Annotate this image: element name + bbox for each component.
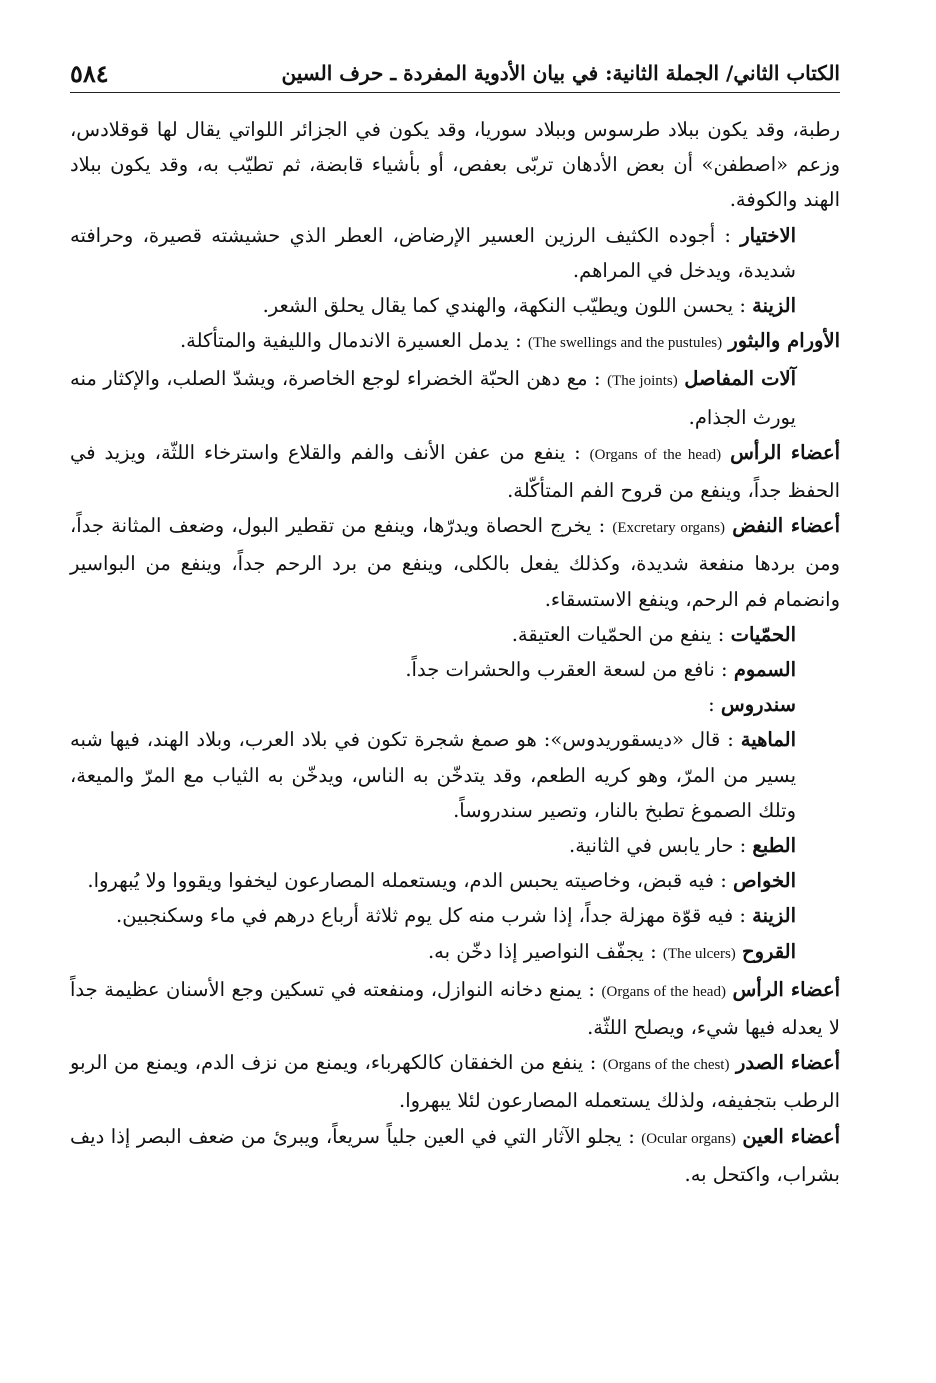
- paragraph-term: القروح: [742, 939, 796, 963]
- paragraph: [70, 898, 840, 933]
- paragraph-text: : ينفع من الحمّيات العتيقة.: [511, 622, 725, 646]
- running-header: [70, 58, 840, 88]
- paragraph-term: الماهية: [740, 728, 796, 752]
- paragraph-term: الزينة: [752, 904, 796, 928]
- paragraph-text: : مع دهن الحبّة الخضراء لوجع الخاصرة، ويشدّ الصلب، والإكثار منه يورث الجذام.: [70, 367, 796, 429]
- paragraph: [70, 934, 840, 972]
- english-gloss: (The swellings and the pustules): [527, 335, 723, 352]
- english-gloss: (Organs of the head): [589, 446, 722, 463]
- paragraph-term: سندروس: [720, 693, 796, 717]
- english-gloss: (Excretary organs): [612, 520, 726, 537]
- paragraph-text: : ينفع من عفن الأنف والفم والقلاع واسترخاء اللثّة، ويزيد في الحفظ جداً، وينفع من قروح الفم المتأكّلة.: [70, 440, 840, 503]
- paragraph-text: : ينفع من الخفقان كالكهرباء، ويمنع من نزف الدم، ويمنع من الربو الرطب بتجفيفه، ولذلك يستعمله المصارعون لئلا يبهروا.: [70, 1051, 840, 1113]
- paragraph-term: الزينة: [752, 294, 796, 318]
- paragraph-term: آلات المفاصل: [684, 367, 796, 391]
- paragraph-term: أعضاء الرأس: [730, 440, 840, 464]
- header-title: الكتاب الثاني/ الجملة الثانية: في بيان الأدوية المفردة ـ حرف السين: [281, 61, 840, 85]
- paragraph-text: : يجلو الآثار التي في العين جلياً سريعاً، ويبرئ من ضعف البصر إذا ديف بشراب، واكتحل به.: [70, 1124, 840, 1186]
- paragraph: [70, 218, 840, 288]
- paragraph-term: أعضاء الصدر: [735, 1051, 841, 1075]
- paragraph: [70, 323, 840, 361]
- paragraph-term: الحمّيات: [730, 622, 796, 646]
- paragraph: [70, 288, 840, 323]
- paragraph-term: أعضاء العين: [742, 1124, 841, 1148]
- paragraph-text: : يحسن اللون ويطيّب النكهة، والهندي كما يقال يحلق الشعر.: [262, 294, 746, 318]
- paragraph: [70, 508, 840, 617]
- paragraph-text: : يخرج الحصاة ويدرّها، وينفع من تقطير البول، وضعف المثانة جداً، ومن بردها منفعة شديدة، وكذلك يفعل بالكلى، وينفع من برد الرحم جداً، وينفع من البواسير وانضمام فم الرحم، وينفع الاستسقاء.: [70, 514, 840, 611]
- paragraph: [70, 687, 840, 722]
- paragraph-text: : يجفّف النواصير إذا دخّن به.: [427, 939, 657, 963]
- paragraph-text: : فيه قبض، وخاصيته يحبس الدم، ويستعمله المصارعون ليخفوا ويقووا ولا يُبهروا.: [87, 869, 727, 893]
- paragraph-text: :: [708, 693, 715, 717]
- english-gloss: (Ocular organs): [641, 1130, 736, 1147]
- paragraph-term: الخواص: [732, 869, 796, 893]
- paragraph: [70, 652, 840, 687]
- paragraph-text: : حار يابس في الثانية.: [569, 834, 747, 858]
- paragraph: [70, 361, 840, 434]
- page-body: [70, 112, 840, 1192]
- paragraph: [70, 722, 840, 828]
- paragraph: [70, 112, 840, 218]
- paragraph: [70, 863, 840, 898]
- paragraph-text: رطبة، وقد يكون ببلاد طرسوس وببلاد سوريا، وقد يكون في الجزائر اللواتي يقال لها قوقلادس، وزعم «اصطفن» أن بعض الأدهان تربّى بعفص، أو بأشياء قابضة، ثم تطيّب به، وقد يكون ببلاد الهند والكوفة.: [70, 118, 840, 212]
- english-gloss: (The ulcers): [662, 945, 736, 962]
- english-gloss: (Organs of the chest): [602, 1057, 730, 1074]
- header-divider: [70, 92, 840, 93]
- paragraph-text: : نافع من لسعة العقرب والحشرات جداً.: [405, 658, 728, 682]
- paragraph: [70, 828, 840, 863]
- english-gloss: (The joints): [607, 373, 678, 390]
- paragraph-term: الاختيار: [740, 223, 796, 247]
- paragraph-text: : فيه قوّة مهزلة جداً، إذا شرب منه كل يوم ثلاثة أرباع درهم في ماء وسكنجبين.: [116, 904, 746, 928]
- english-gloss: (Organs of the head): [601, 983, 726, 1000]
- paragraph: [70, 1119, 840, 1192]
- page-number: ٥٨٤: [70, 58, 109, 88]
- paragraph-text: : يدمل العسيرة الاندمال والليفية والمتأكلة.: [179, 329, 522, 353]
- paragraph-text: : يمنع دخانه النوازل، ومنفعته في تسكين وجع الأسنان عظيمة جداً لا يعدله فيها شيء، ويصلح اللثّة.: [70, 977, 840, 1040]
- paragraph-term: أعضاء الرأس: [732, 977, 841, 1001]
- paragraph: [70, 617, 840, 652]
- paragraph: [70, 972, 840, 1045]
- paragraph: [70, 1045, 840, 1118]
- paragraph-term: السموم: [733, 658, 796, 682]
- paragraph: [70, 435, 840, 508]
- paragraph-term: الطبع: [752, 834, 796, 858]
- paragraph-term: أعضاء النفض: [732, 514, 840, 538]
- paragraph-text: : أجوده الكثيف الرزين العسير الإرضاض، العطر الذي حشيشته قصيرة، وحرافته شديدة، ويدخل في المراهم.: [70, 223, 796, 282]
- paragraph-text: : قال «ديسقوريدوس»: هو صمغ شجرة تكون في بلاد العرب، وبلاد الهند، فيها شبه يسير من المرّ، وهو كريه الطعم، وقد يتدخّن به الناس، ويدخّن به الثياب مع المرّ والميعة، وتلك الصموغ تطبخ بالنار، وتصير سندروساً.: [70, 728, 796, 822]
- paragraph-term: الأورام والبثور: [728, 329, 840, 353]
